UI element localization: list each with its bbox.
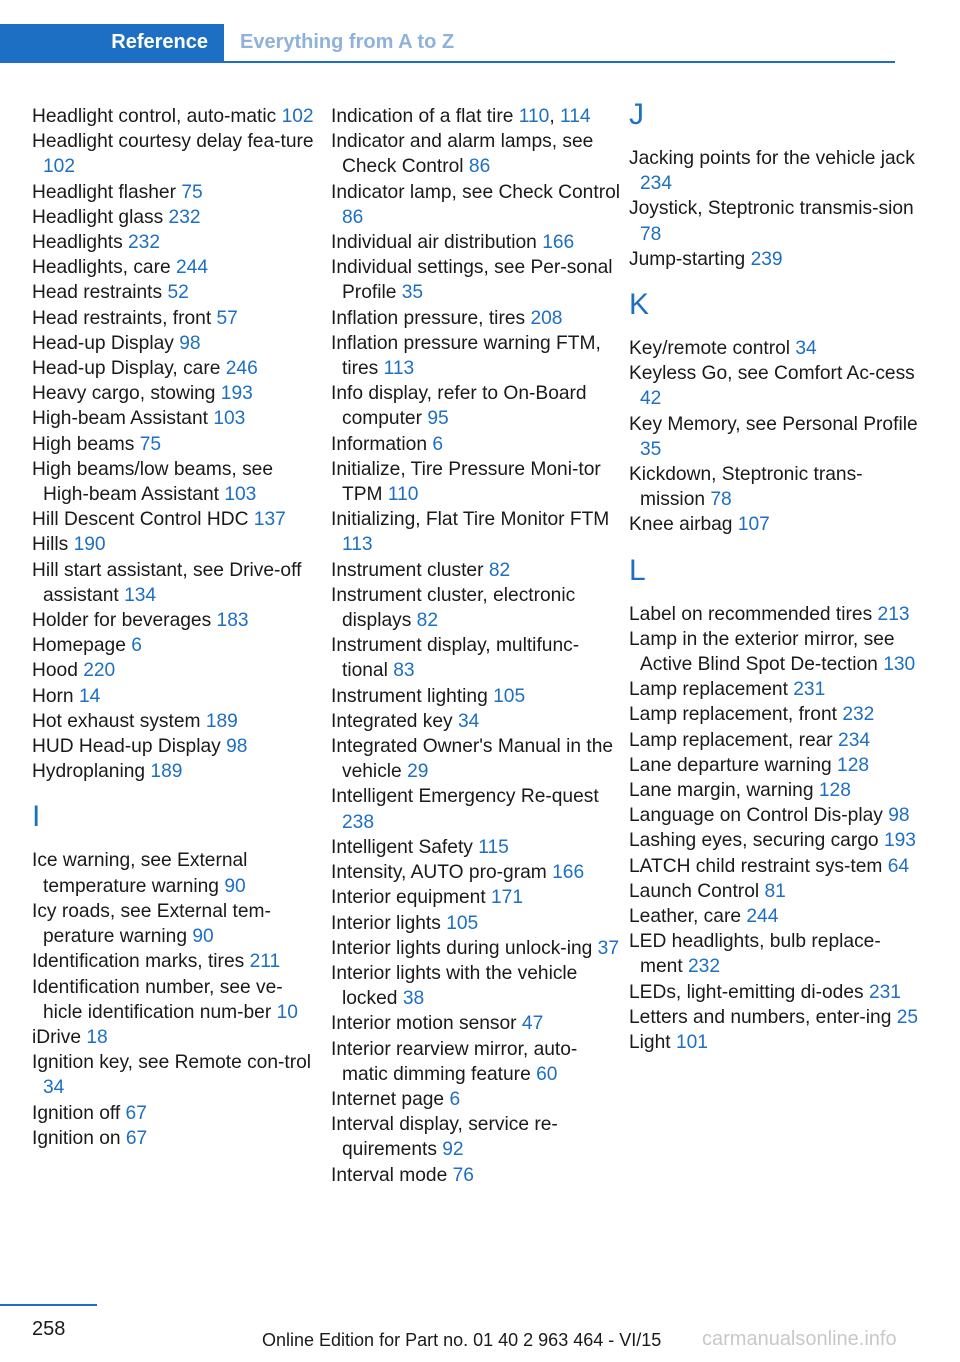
page-link[interactable]: 60 <box>536 1063 558 1085</box>
index-entry <box>629 627 919 677</box>
page-link[interactable]: 110 <box>387 484 419 506</box>
entry-term: Information <box>331 433 427 455</box>
entry-term: High-beam Assistant <box>32 408 208 430</box>
index-entry <box>331 1011 621 1036</box>
section-letter: J <box>629 98 644 131</box>
header-bar <box>0 24 895 63</box>
page-link[interactable]: 239 <box>750 248 783 270</box>
index-entry <box>32 457 322 507</box>
page-link[interactable]: 102 <box>281 106 314 127</box>
page-link[interactable]: 10 <box>276 1001 298 1023</box>
page-link[interactable]: 232 <box>128 232 161 254</box>
entry-term: Interior rearview mirror, auto-matic dimming feature <box>331 1038 578 1085</box>
index-entry <box>331 306 621 331</box>
index-entry <box>32 558 322 608</box>
page-link[interactable]: 47 <box>521 1013 544 1035</box>
index-entry <box>331 784 621 834</box>
page-link[interactable]: 34 <box>795 338 817 360</box>
entry-term: Homepage <box>32 635 126 657</box>
index-entry <box>629 879 919 904</box>
page-link[interactable]: 95 <box>427 408 449 430</box>
index-entry <box>331 684 621 709</box>
entry-term: Key/remote control <box>629 338 791 360</box>
index-entry <box>32 848 322 898</box>
edition-note: Online Edition for Part no. 01 40 2 963 464 - VI/15 <box>262 1330 662 1350</box>
entry-term: Jump-starting <box>629 248 746 270</box>
entry-term: Headlight courtesy delay fea-ture <box>32 131 314 153</box>
entry-term: Identification marks, tires <box>32 951 245 973</box>
footer-rule <box>0 1304 97 1306</box>
entry-term: Instrument display, multifunc-tional <box>331 635 580 682</box>
index-entry <box>331 835 621 860</box>
index-entry <box>629 512 919 537</box>
index-entry <box>32 432 322 457</box>
index-entry <box>32 759 322 784</box>
entry-term: LED headlights, bulb replace-ment <box>629 931 881 978</box>
section-tab: Reference <box>0 24 224 61</box>
page-link[interactable]: 166 <box>552 862 585 884</box>
index-entry <box>629 247 919 272</box>
index-entry <box>32 180 322 205</box>
page-link[interactable]: 231 <box>868 981 901 1003</box>
section-letter: K <box>629 288 650 322</box>
page-link[interactable]: 78 <box>640 223 662 245</box>
entry-term: Ignition on <box>32 1127 121 1149</box>
entry-term: Hills <box>32 534 69 556</box>
section-letter: L <box>629 553 646 587</box>
entry-term: Letters and numbers, enter-ing <box>629 1006 892 1028</box>
index-entry <box>32 406 322 431</box>
index-entry <box>32 734 322 759</box>
page-link[interactable]: 113 <box>342 534 373 556</box>
page-link[interactable]: 232 <box>168 206 201 228</box>
page-link[interactable]: 82 <box>488 559 511 581</box>
index-entry <box>629 361 919 411</box>
page-link[interactable]: 193 <box>883 830 916 852</box>
index-entry <box>331 432 621 457</box>
page-link[interactable]: 234 <box>640 173 673 195</box>
entry-term: Interval display, service re-quirements <box>331 1114 558 1161</box>
entry-term: Head-up Display <box>32 332 174 354</box>
entry-term: Intensity, AUTO pro-gram <box>331 862 547 884</box>
entry-term: Individual air distribution <box>331 232 537 254</box>
entry-term: Horn <box>32 685 74 707</box>
page-link[interactable]: 29 <box>407 761 429 783</box>
entry-term: High beams <box>32 433 135 455</box>
index-entry <box>32 356 322 381</box>
index-entry <box>32 280 322 305</box>
entry-term: Language on Control Dis-play <box>629 805 883 827</box>
entry-term: LEDs, light-emitting di-odes <box>629 981 864 1003</box>
page-link[interactable]: 102 <box>43 156 76 178</box>
index-entry <box>331 457 621 507</box>
page-link[interactable]: 220 <box>83 660 116 682</box>
index-entry <box>32 949 322 974</box>
page-link[interactable]: 234 <box>838 729 871 751</box>
page-link[interactable]: 6 <box>449 1088 461 1110</box>
index-entry <box>629 677 919 702</box>
page-link[interactable]: 86 <box>468 156 491 178</box>
index-entry <box>331 180 621 230</box>
page-link[interactable]: 37 <box>597 937 619 959</box>
index-entry <box>629 854 919 879</box>
index-entry <box>32 230 322 255</box>
index-entry <box>629 702 919 727</box>
entry-term: Lamp replacement, front <box>629 704 837 726</box>
page-link[interactable]: 64 <box>887 855 910 877</box>
page-link[interactable]: 78 <box>710 489 732 511</box>
entry-term: High beams/low beams, see High-beam Assistant <box>32 458 274 506</box>
entry-term: Intelligent Safety <box>331 836 473 858</box>
entry-term: HUD Head-up Display <box>32 736 221 758</box>
page-link[interactable]: 128 <box>818 780 851 802</box>
page-link[interactable]: 98 <box>226 736 248 758</box>
index-entry <box>331 558 621 583</box>
index-entry <box>32 507 322 532</box>
page-link[interactable]: 137 <box>253 509 286 531</box>
index-entry <box>629 778 919 803</box>
page-link[interactable]: 101 <box>675 1032 708 1054</box>
entry-term: Head restraints <box>32 282 163 304</box>
page-link[interactable]: 190 <box>73 534 106 556</box>
index-entry <box>331 936 621 961</box>
index-entry <box>629 980 919 1005</box>
page-link[interactable]: 98 <box>179 332 201 354</box>
page-link[interactable]: 57 <box>216 307 238 329</box>
entry-term: Inflation pressure warning FTM, tires <box>331 332 601 380</box>
entry-term: Interior lights during unlock-ing <box>331 937 593 959</box>
page-link[interactable]: 92 <box>442 1139 464 1161</box>
entry-term: Headlight flasher <box>32 181 176 203</box>
index-entry <box>32 306 322 331</box>
index-entry <box>629 803 919 828</box>
entry-term: Knee airbag <box>629 514 733 536</box>
entry-term: Indicator lamp, see Check Control <box>331 181 621 203</box>
entry-term: Head restraints, front <box>32 307 212 329</box>
page-link[interactable]: 6 <box>131 635 142 657</box>
page-number: 258 <box>32 1318 66 1340</box>
index-entry <box>629 336 919 361</box>
page-link[interactable]: 83 <box>393 660 415 682</box>
index-entry <box>331 1087 621 1112</box>
index-entry <box>629 929 919 979</box>
page-link[interactable]: 115 <box>478 836 509 858</box>
index-entry <box>32 129 322 179</box>
entry-term: Intelligent Emergency Re-quest <box>331 786 599 808</box>
entry-term: LATCH child restraint sys-tem <box>629 855 883 877</box>
index-entry <box>629 196 919 246</box>
page-link[interactable]: 25 <box>896 1006 919 1028</box>
page-link[interactable]: 52 <box>167 282 189 304</box>
page-link[interactable]: 14 <box>78 685 101 707</box>
page-link[interactable]: 67 <box>125 1102 147 1124</box>
index-entry <box>331 381 621 431</box>
page-link[interactable]: 35 <box>401 282 424 304</box>
page-link[interactable]: 231 <box>793 679 826 701</box>
page-link[interactable]: 134 <box>124 584 157 606</box>
index-entry <box>331 734 621 784</box>
index-entry <box>331 911 621 936</box>
index-entry <box>629 412 919 462</box>
index-entry <box>32 658 322 683</box>
index-entry <box>32 899 322 949</box>
page-link[interactable]: 183 <box>216 610 249 632</box>
page-link[interactable]: 75 <box>139 433 162 455</box>
entry-term: Hot exhaust system <box>32 710 201 732</box>
page-link[interactable]: 90 <box>224 875 246 897</box>
entry-term: Initialize, Tire Pressure Moni-tor TPM <box>331 458 601 506</box>
index-column-3 <box>629 96 919 1055</box>
page-link[interactable]: 82 <box>416 610 439 632</box>
page-link[interactable]: 76 <box>452 1164 474 1186</box>
page-link[interactable]: 105 <box>446 912 479 934</box>
index-entry <box>629 728 919 753</box>
index-column-2 <box>331 104 621 1188</box>
index-entry <box>331 129 621 179</box>
index-entry <box>331 885 621 910</box>
entry-term: Heavy cargo, stowing <box>32 383 216 405</box>
entry-term: iDrive <box>32 1026 82 1048</box>
watermark: carmanualsonline.info <box>702 1328 897 1350</box>
index-entry <box>32 709 322 734</box>
page-link[interactable]: 107 <box>737 514 770 536</box>
index-entry <box>629 1005 919 1030</box>
section-letter: I <box>32 800 41 834</box>
entry-term: Indication of a flat tire <box>331 106 514 127</box>
entry-term: Individual settings, see Per-sonal Profile <box>331 257 613 304</box>
page-link[interactable]: 105 <box>493 685 526 707</box>
index-entry <box>32 975 322 1025</box>
page-link[interactable]: 130 <box>883 654 916 676</box>
entry-term: Instrument cluster <box>331 559 484 581</box>
index-entry <box>331 709 621 734</box>
index-entry: Indication of a flat tire 110, 114 <box>331 106 591 127</box>
index-entry <box>32 381 322 406</box>
entry-term: Interior lights <box>331 912 441 934</box>
page-link[interactable]: 103 <box>213 408 246 430</box>
page-link[interactable]: 244 <box>746 906 779 928</box>
page-link[interactable]: 213 <box>877 603 910 625</box>
index-entry <box>32 104 322 129</box>
index-entry <box>331 1163 621 1188</box>
entry-term: Hydroplaning <box>32 761 146 783</box>
page-link[interactable]: 38 <box>402 988 425 1010</box>
entry-term: Indicator and alarm lamps, see Check Control <box>331 131 594 178</box>
index-entry <box>331 1037 621 1087</box>
entry-term: Internet page <box>331 1088 445 1110</box>
entry-term: Hood <box>32 660 78 682</box>
entry-term: Identification number, see ve-hicle identification num-ber <box>32 976 283 1023</box>
index-entry <box>331 961 621 1011</box>
index-entry <box>32 1050 322 1100</box>
entry-term: Hill Descent Control HDC <box>32 509 249 531</box>
entry-term: Label on recommended tires <box>629 603 873 625</box>
index-entry <box>331 507 621 557</box>
entry-term: Joystick, Steptronic transmis-sion <box>629 198 914 220</box>
index-column-1 <box>32 104 322 1151</box>
entry-term: Initializing, Flat Tire Monitor FTM <box>331 509 610 531</box>
page-link[interactable]: 113 <box>383 358 415 380</box>
index-entry <box>331 230 621 255</box>
index-entry <box>32 608 322 633</box>
page-link[interactable]: 208 <box>530 307 563 329</box>
entry-term: Interior equipment <box>331 887 486 909</box>
entry-term: Integrated Owner's Manual in the vehicle <box>331 736 614 783</box>
page-link[interactable]: 128 <box>837 754 870 776</box>
index-entry <box>629 828 919 853</box>
index-entry <box>331 255 621 305</box>
section-subtitle: Everything from A to Z <box>240 31 455 53</box>
index-entry <box>32 532 322 557</box>
entry-term: Icy roads, see External tem-perature warning <box>32 900 271 948</box>
index-entry <box>331 1112 621 1162</box>
entry-term: Interior lights with the vehicle locked <box>331 962 578 1010</box>
index-entry <box>629 146 919 196</box>
page-link[interactable]: 86 <box>342 206 364 228</box>
page-link[interactable]: 90 <box>192 926 214 948</box>
page-link[interactable]: 211 <box>249 951 281 973</box>
page-link[interactable]: 110 <box>518 106 550 127</box>
page-link[interactable]: 238 <box>342 811 375 833</box>
index-entry <box>629 462 919 512</box>
entry-term: Lamp replacement <box>629 679 788 701</box>
index-entry <box>331 860 621 885</box>
page-link[interactable]: 189 <box>150 761 183 783</box>
entry-term: Headlight glass <box>32 206 164 228</box>
index-entry <box>331 633 621 683</box>
page-link[interactable]: 232 <box>842 704 875 726</box>
page-link[interactable]: 244 <box>176 257 209 279</box>
entry-term: Head-up Display, care <box>32 358 221 380</box>
entry-term: Key Memory, see Personal Profile <box>629 413 918 435</box>
index-entry <box>331 583 621 633</box>
page-link[interactable]: 232 <box>688 956 721 978</box>
entry-term: Launch Control <box>629 880 760 902</box>
index-entry <box>32 633 322 658</box>
index-entry <box>331 331 621 381</box>
entry-term: Holder for beverages <box>32 610 212 632</box>
page-link[interactable]: 75 <box>181 181 203 203</box>
page-link[interactable]: 34 <box>43 1077 65 1099</box>
page-link[interactable]: 189 <box>205 710 238 732</box>
page-link[interactable]: 171 <box>491 887 524 909</box>
page-link[interactable]: 34 <box>457 710 480 732</box>
index-entry <box>629 602 919 627</box>
index-entry <box>32 255 322 280</box>
index-entry <box>32 1101 322 1126</box>
index-entry <box>629 753 919 778</box>
entry-term: Lane departure warning <box>629 754 832 776</box>
entry-term: Info display, refer to On-Board computer <box>331 383 587 430</box>
index-entry <box>32 1025 322 1050</box>
page-link[interactable]: 67 <box>125 1127 148 1149</box>
entry-term: Interval mode <box>331 1164 448 1186</box>
entry-term: Lane margin, warning <box>629 780 814 802</box>
index-entry <box>32 331 322 356</box>
entry-term: Light <box>629 1032 671 1054</box>
page-link[interactable]: 6 <box>432 433 443 455</box>
entry-term: Ice warning, see External temperature warning <box>32 850 248 897</box>
entry-term: Keyless Go, see Comfort Ac-cess <box>629 363 915 385</box>
index-entry <box>32 1126 322 1151</box>
page-link[interactable]: 114 <box>560 106 591 127</box>
page-link[interactable]: 42 <box>640 388 662 410</box>
entry-term: Headlights, care <box>32 257 171 279</box>
entry-term: Headlights <box>32 232 123 254</box>
entry-term: Interior motion sensor <box>331 1013 517 1035</box>
entry-term: Instrument cluster, electronic displays <box>331 584 576 632</box>
index-entry <box>32 205 322 230</box>
page-link[interactable]: 193 <box>220 383 253 405</box>
index-entry <box>32 684 322 709</box>
entry-term: Lamp in the exterior mirror, see Active Blind Spot De-tection <box>629 628 895 676</box>
entry-term: Headlight control, auto-matic <box>32 106 277 127</box>
index-entry <box>629 1030 919 1055</box>
page-link[interactable]: 18 <box>86 1026 108 1048</box>
entry-term: Instrument lighting <box>331 685 488 707</box>
page-link[interactable]: 246 <box>225 358 258 380</box>
entry-term: Inflation pressure, tires <box>331 307 526 329</box>
entry-term: Jacking points for the vehicle jack <box>629 148 915 169</box>
entry-term: Hill start assistant, see Drive-off assistant <box>32 559 302 606</box>
page-link[interactable]: 103 <box>224 484 257 506</box>
entry-term: Ignition key, see Remote con-trol <box>32 1052 312 1074</box>
entry-term: Leather, care <box>629 906 742 928</box>
entry-term: Lamp replacement, rear <box>629 729 833 751</box>
entry-term: Integrated key <box>331 710 453 732</box>
page-link[interactable]: 35 <box>640 438 662 460</box>
entry-term: Lashing eyes, securing cargo <box>629 830 879 852</box>
entry-term: Kickdown, Steptronic trans-mission <box>629 464 863 511</box>
page-link[interactable]: 81 <box>764 880 786 902</box>
entry-term: Ignition off <box>32 1102 121 1124</box>
page-link[interactable]: 166 <box>542 232 575 254</box>
index-entry <box>629 904 919 929</box>
page-link[interactable]: 98 <box>888 805 910 827</box>
